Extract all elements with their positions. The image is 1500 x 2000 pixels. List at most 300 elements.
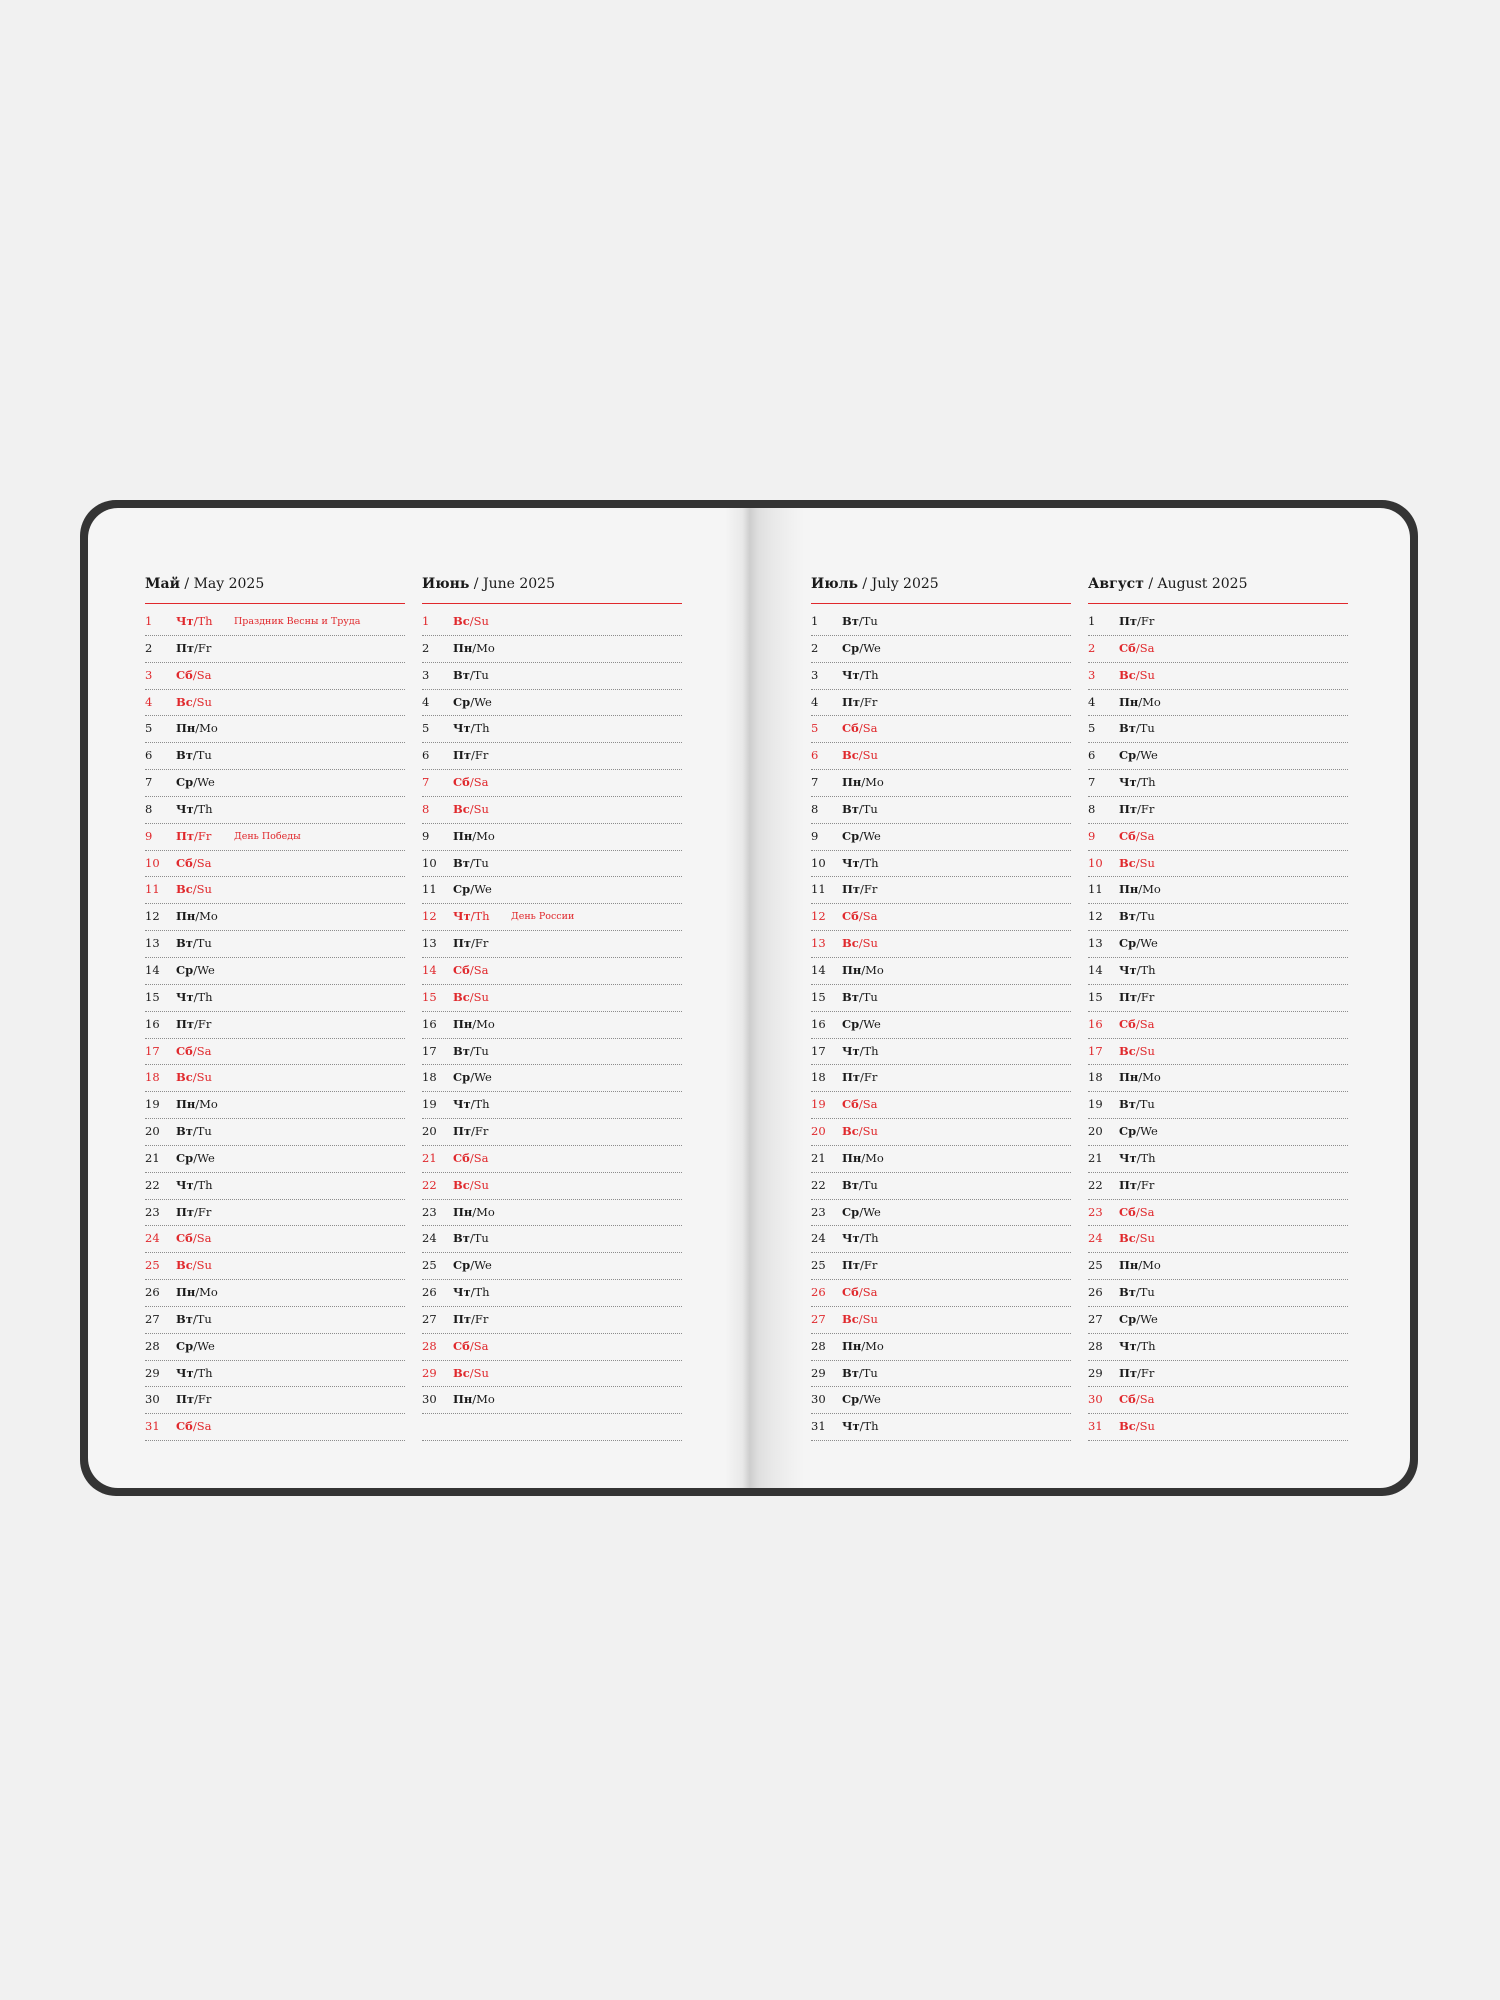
day-row [1088, 958, 1348, 985]
weekday-ru: Сб [1119, 1392, 1136, 1407]
day-row [811, 1387, 1071, 1414]
weekday-en: Fr [474, 1124, 489, 1139]
weekday-ru: Ср [453, 1070, 471, 1085]
weekday-en: We [197, 775, 215, 790]
day-row [422, 904, 682, 931]
month-name-en: July 2025 [871, 576, 939, 592]
weekday-en: Mo [199, 721, 218, 736]
day-number: 12 [422, 909, 437, 924]
weekday-ru: Сб [176, 1043, 193, 1058]
day-row [422, 716, 682, 743]
weekday-en: Sa [1139, 1204, 1155, 1219]
day-row [145, 1280, 405, 1307]
weekday: Сб/Sa [1119, 1016, 1155, 1031]
day-row [811, 877, 1071, 904]
day-row [145, 958, 405, 985]
day-rows [1088, 609, 1348, 1441]
weekday: Вт/Tu [1119, 909, 1155, 924]
empty-day-row [422, 1414, 682, 1441]
day-rows [145, 609, 405, 1441]
weekday: Ср/We [176, 775, 215, 790]
weekday: Ср/We [842, 1392, 881, 1407]
day-row [1088, 636, 1348, 663]
month-header: Май / May 2025 [145, 573, 405, 604]
weekday: Чт/Th [842, 667, 879, 682]
day-number: 30 [1088, 1392, 1103, 1407]
weekday-en: Tu [862, 989, 878, 1004]
weekday-ru: Пн [1119, 1070, 1139, 1085]
weekday-en: Th [197, 1365, 213, 1380]
day-row [811, 1146, 1071, 1173]
weekday: Вс/Su [1119, 1231, 1155, 1246]
day-row [1088, 824, 1348, 851]
weekday: Ср/We [453, 882, 492, 897]
holiday-note: День России [511, 911, 575, 923]
weekday-ru: Вт [453, 1043, 470, 1058]
weekday-ru: Пт [1119, 614, 1137, 628]
day-row [1088, 1200, 1348, 1227]
day-number: 15 [145, 989, 160, 1004]
weekday-en: Th [197, 801, 213, 816]
weekday-ru: Ср [842, 1392, 860, 1407]
weekday-ru: Чт [176, 1177, 194, 1192]
day-row [145, 1253, 405, 1280]
weekday-ru: Пн [176, 909, 196, 924]
day-row [1088, 931, 1348, 958]
weekday-ru: Вт [176, 1311, 193, 1326]
day-row [422, 770, 682, 797]
weekday-en: Th [197, 989, 213, 1004]
month-header: Июль / July 2025 [811, 573, 1071, 604]
weekday: Пт/Fr [842, 694, 878, 709]
weekday: Чт/Th [1119, 962, 1156, 977]
weekday-ru: Сб [1119, 828, 1136, 843]
weekday-ru: Вс [453, 1177, 470, 1192]
weekday-ru: Сб [842, 909, 859, 924]
weekday-en: We [1140, 1124, 1158, 1139]
weekday: Пт/Fr [1119, 1365, 1155, 1380]
day-row [422, 1361, 682, 1388]
weekday-ru: Вс [453, 614, 470, 628]
day-row [1088, 1119, 1348, 1146]
weekday-en: Sa [196, 1231, 212, 1246]
day-row [145, 1414, 405, 1441]
month-header: Август / August 2025 [1088, 573, 1348, 604]
weekday-en: Th [1140, 1150, 1156, 1165]
weekday-en: Sa [473, 775, 489, 790]
day-number: 17 [422, 1043, 437, 1058]
weekday-en: Th [863, 667, 879, 682]
day-number: 21 [145, 1150, 160, 1165]
day-row [145, 1361, 405, 1388]
day-row [811, 1253, 1071, 1280]
weekday-ru: Ср [176, 1338, 194, 1353]
weekday-en: Tu [196, 1311, 212, 1326]
weekday: Вс/Su [842, 1124, 878, 1139]
weekday-en: Mo [199, 1285, 218, 1300]
weekday-ru: Пн [453, 1392, 473, 1407]
weekday-en: We [474, 1070, 492, 1085]
day-number: 25 [1088, 1258, 1103, 1273]
weekday-ru: Чт [1119, 1150, 1137, 1165]
day-number: 14 [145, 962, 160, 977]
weekday: Пн/Mo [176, 721, 218, 736]
weekday-ru: Пн [453, 828, 473, 843]
weekday-en: Su [862, 748, 878, 763]
day-row [422, 1039, 682, 1066]
weekday-ru: Пн [842, 962, 862, 977]
day-number: 14 [811, 962, 826, 977]
weekday-ru: Пн [176, 1097, 196, 1112]
day-number: 24 [422, 1231, 437, 1246]
weekday-ru: Пн [842, 1338, 862, 1353]
day-number: 5 [145, 721, 153, 736]
weekday: Ср/We [1119, 748, 1158, 763]
weekday-en: Sa [862, 721, 878, 736]
weekday: Вт/Tu [842, 614, 878, 628]
day-number: 1 [145, 614, 153, 628]
weekday-en: Sa [196, 1419, 212, 1434]
weekday: Вс/Su [1119, 1043, 1155, 1058]
day-row [145, 1065, 405, 1092]
weekday-ru: Сб [842, 1097, 859, 1112]
weekday-en: Su [1139, 1231, 1155, 1246]
weekday: Ср/We [1119, 1311, 1158, 1326]
weekday-en: Th [863, 1419, 879, 1434]
day-number: 22 [811, 1177, 826, 1192]
weekday: Ср/We [1119, 936, 1158, 951]
day-row [811, 1119, 1071, 1146]
day-row [145, 1334, 405, 1361]
weekday-ru: Чт [453, 909, 471, 924]
weekday-ru: Ср [453, 1258, 471, 1273]
day-row [1088, 716, 1348, 743]
day-number: 1 [811, 614, 819, 628]
day-row [811, 931, 1071, 958]
weekday-ru: Чт [176, 1365, 194, 1380]
weekday: Сб/Sa [453, 962, 489, 977]
weekday: Чт/Th [842, 1231, 879, 1246]
weekday: Вс/Su [453, 1365, 489, 1380]
weekday-ru: Вс [1119, 667, 1136, 682]
day-row [811, 1092, 1071, 1119]
weekday: Чт/Th [842, 1419, 879, 1434]
day-rows [811, 609, 1071, 1441]
holiday-note: День Победы [234, 830, 301, 842]
weekday-en: Th [474, 1285, 490, 1300]
day-number: 27 [1088, 1311, 1103, 1326]
day-row [145, 690, 405, 717]
weekday: Пт/Fr [1119, 989, 1155, 1004]
weekday-ru: Вс [176, 1258, 193, 1273]
weekday-en: Th [863, 1231, 879, 1246]
day-row [422, 1280, 682, 1307]
weekday-en: Fr [1140, 614, 1155, 628]
weekday-ru: Вс [176, 694, 193, 709]
weekday-en: We [474, 882, 492, 897]
weekday: Ср/We [842, 1204, 881, 1219]
month-name-en: May 2025 [193, 576, 265, 592]
day-row [1088, 1414, 1348, 1441]
weekday-en: Sa [1139, 1392, 1155, 1407]
month-name-ru: Июнь [422, 576, 470, 592]
weekday-en: Fr [1140, 801, 1155, 816]
day-row [811, 716, 1071, 743]
day-number: 6 [145, 748, 153, 763]
weekday-ru: Сб [1119, 640, 1136, 655]
weekday-en: Su [196, 1258, 212, 1273]
weekday-en: We [863, 1204, 881, 1219]
weekday: Вс/Su [1119, 855, 1155, 870]
day-row [145, 1200, 405, 1227]
day-row [1088, 770, 1348, 797]
day-row [1088, 1253, 1348, 1280]
day-number: 8 [145, 801, 153, 816]
day-number: 11 [1088, 882, 1103, 897]
day-row [422, 985, 682, 1012]
month-name-ru: Август [1088, 576, 1144, 592]
day-number: 19 [145, 1097, 160, 1112]
weekday: Вт/Tu [453, 1231, 489, 1246]
weekday-ru: Вт [842, 1177, 859, 1192]
day-number: 16 [145, 1016, 160, 1031]
day-row [811, 1065, 1071, 1092]
day-number: 24 [145, 1231, 160, 1246]
weekday-en: Tu [196, 748, 212, 763]
weekday: Пт/Fr [453, 1124, 489, 1139]
weekday-ru: Пт [176, 640, 194, 655]
day-number: 26 [145, 1285, 160, 1300]
weekday-ru: Чт [1119, 962, 1137, 977]
weekday: Сб/Sa [176, 1419, 212, 1434]
weekday-ru: Сб [842, 1285, 859, 1300]
month-name-en: August 2025 [1157, 576, 1248, 592]
weekday: Вт/Tu [453, 855, 489, 870]
day-number: 19 [422, 1097, 437, 1112]
day-number: 9 [1088, 828, 1096, 843]
day-number: 31 [1088, 1419, 1103, 1434]
day-row [1088, 851, 1348, 878]
day-number: 7 [145, 775, 153, 790]
day-number: 11 [145, 882, 160, 897]
day-number: 31 [811, 1419, 826, 1434]
day-row [145, 1226, 405, 1253]
weekday-en: Su [862, 1311, 878, 1326]
day-row [811, 1173, 1071, 1200]
day-number: 4 [1088, 694, 1096, 709]
weekday-en: Su [473, 614, 489, 628]
weekday-en: Fr [197, 1204, 212, 1219]
day-number: 27 [145, 1311, 160, 1326]
day-row [422, 1334, 682, 1361]
weekday: Пт/Fr [453, 936, 489, 951]
day-row [145, 824, 405, 851]
day-number: 20 [1088, 1124, 1103, 1139]
weekday: Пн/Mo [453, 640, 495, 655]
day-row [422, 1092, 682, 1119]
day-number: 27 [422, 1311, 437, 1326]
day-number: 17 [145, 1043, 160, 1058]
weekday: Ср/We [842, 1016, 881, 1031]
day-number: 15 [811, 989, 826, 1004]
weekday: Сб/Sa [176, 1231, 212, 1246]
day-number: 12 [811, 909, 826, 924]
weekday: Вс/Su [842, 1311, 878, 1326]
day-number: 11 [422, 882, 437, 897]
day-number: 2 [1088, 640, 1096, 655]
day-number: 7 [422, 775, 430, 790]
weekday-ru: Вс [176, 882, 193, 897]
day-row [811, 1361, 1071, 1388]
day-number: 29 [1088, 1365, 1103, 1380]
day-row [145, 1307, 405, 1334]
day-row [1088, 1173, 1348, 1200]
weekday-en: Th [197, 614, 213, 628]
weekday: Чт/Th [176, 614, 213, 628]
weekday-ru: Сб [453, 775, 470, 790]
weekday-en: Tu [473, 1231, 489, 1246]
month-name-en: June 2025 [482, 576, 555, 592]
day-number: 22 [1088, 1177, 1103, 1192]
weekday: Вт/Tu [176, 1311, 212, 1326]
day-row [1088, 904, 1348, 931]
weekday-en: We [863, 640, 881, 655]
day-row [1088, 1387, 1348, 1414]
weekday: Вт/Tu [176, 936, 212, 951]
weekday-en: Su [862, 1124, 878, 1139]
day-number: 23 [145, 1204, 160, 1219]
weekday-ru: Ср [1119, 936, 1137, 951]
day-row [145, 609, 405, 636]
month-may [145, 573, 405, 1441]
weekday: Вс/Su [842, 748, 878, 763]
weekday-en: We [1140, 1311, 1158, 1326]
weekday: Чт/Th [453, 909, 490, 924]
day-number: 9 [145, 828, 153, 843]
weekday-ru: Вс [453, 1365, 470, 1380]
weekday-en: Tu [473, 667, 489, 682]
day-number: 16 [422, 1016, 437, 1031]
day-number: 12 [145, 909, 160, 924]
weekday-en: Sa [196, 855, 212, 870]
weekday-ru: Пн [1119, 882, 1139, 897]
day-row [422, 1387, 682, 1414]
day-row [422, 797, 682, 824]
weekday-ru: Вс [453, 801, 470, 816]
day-number: 2 [811, 640, 819, 655]
weekday-en: Tu [473, 855, 489, 870]
weekday: Чт/Th [842, 1043, 879, 1058]
weekday-ru: Чт [453, 1285, 471, 1300]
weekday-en: Sa [473, 962, 489, 977]
weekday-en: Th [474, 909, 490, 924]
weekday-en: Su [473, 801, 489, 816]
weekday-ru: Вт [842, 989, 859, 1004]
weekday-ru: Пт [842, 1258, 860, 1273]
weekday-en: We [863, 1392, 881, 1407]
day-row [1088, 985, 1348, 1012]
day-number: 13 [811, 936, 826, 951]
weekday: Пн/Mo [842, 1338, 884, 1353]
day-number: 24 [1088, 1231, 1103, 1246]
day-row [422, 1119, 682, 1146]
day-row [811, 824, 1071, 851]
weekday-en: Mo [476, 1392, 495, 1407]
weekday-ru: Вт [176, 748, 193, 763]
day-number: 16 [811, 1016, 826, 1031]
day-row [811, 1012, 1071, 1039]
weekday: Сб/Sa [1119, 640, 1155, 655]
weekday-en: Mo [476, 640, 495, 655]
weekday-en: Tu [1139, 1285, 1155, 1300]
day-number: 15 [422, 989, 437, 1004]
weekday-ru: Вс [842, 1311, 859, 1326]
day-number: 20 [422, 1124, 437, 1139]
day-row [811, 797, 1071, 824]
weekday: Ср/We [176, 1338, 215, 1353]
day-number: 29 [811, 1365, 826, 1380]
day-row [811, 851, 1071, 878]
day-row [422, 743, 682, 770]
weekday-ru: Пт [176, 1392, 194, 1407]
weekday-ru: Пт [453, 748, 471, 763]
weekday-en: Fr [863, 1070, 878, 1085]
weekday: Сб/Sa [453, 1150, 489, 1165]
weekday-en: Su [196, 1070, 212, 1085]
day-row [1088, 743, 1348, 770]
day-number: 6 [811, 748, 819, 763]
weekday-ru: Чт [842, 1231, 860, 1246]
weekday-ru: Ср [842, 828, 860, 843]
day-row [811, 743, 1071, 770]
day-row [811, 1280, 1071, 1307]
day-number: 26 [1088, 1285, 1103, 1300]
weekday-en: Tu [862, 614, 878, 628]
weekday-ru: Вт [842, 614, 859, 628]
weekday: Чт/Th [176, 1177, 213, 1192]
day-row [145, 985, 405, 1012]
day-number: 31 [145, 1419, 160, 1434]
weekday-ru: Сб [842, 721, 859, 736]
day-row [1088, 877, 1348, 904]
weekday: Пн/Mo [842, 962, 884, 977]
day-row [1088, 1361, 1348, 1388]
weekday-en: Tu [862, 1177, 878, 1192]
weekday-ru: Вт [1119, 721, 1136, 736]
day-number: 15 [1088, 989, 1103, 1004]
weekday-ru: Ср [842, 1204, 860, 1219]
day-number: 20 [811, 1124, 826, 1139]
weekday-en: Su [1139, 1043, 1155, 1058]
weekday-ru: Пн [176, 721, 196, 736]
day-row [1088, 663, 1348, 690]
weekday: Пт/Fr [176, 1392, 212, 1407]
weekday-en: Sa [862, 1097, 878, 1112]
day-row [422, 1146, 682, 1173]
weekday-en: Mo [476, 828, 495, 843]
weekday-en: Mo [1142, 694, 1161, 709]
weekday-ru: Пт [453, 1311, 471, 1326]
weekday-en: Fr [197, 1392, 212, 1407]
weekday-ru: Пт [176, 1204, 194, 1219]
day-rows [422, 609, 682, 1441]
weekday-ru: Ср [176, 775, 194, 790]
weekday-ru: Чт [1119, 1338, 1137, 1353]
weekday-en: Th [863, 855, 879, 870]
weekday: Сб/Sa [176, 855, 212, 870]
day-number: 29 [145, 1365, 160, 1380]
weekday: Сб/Sa [1119, 828, 1155, 843]
